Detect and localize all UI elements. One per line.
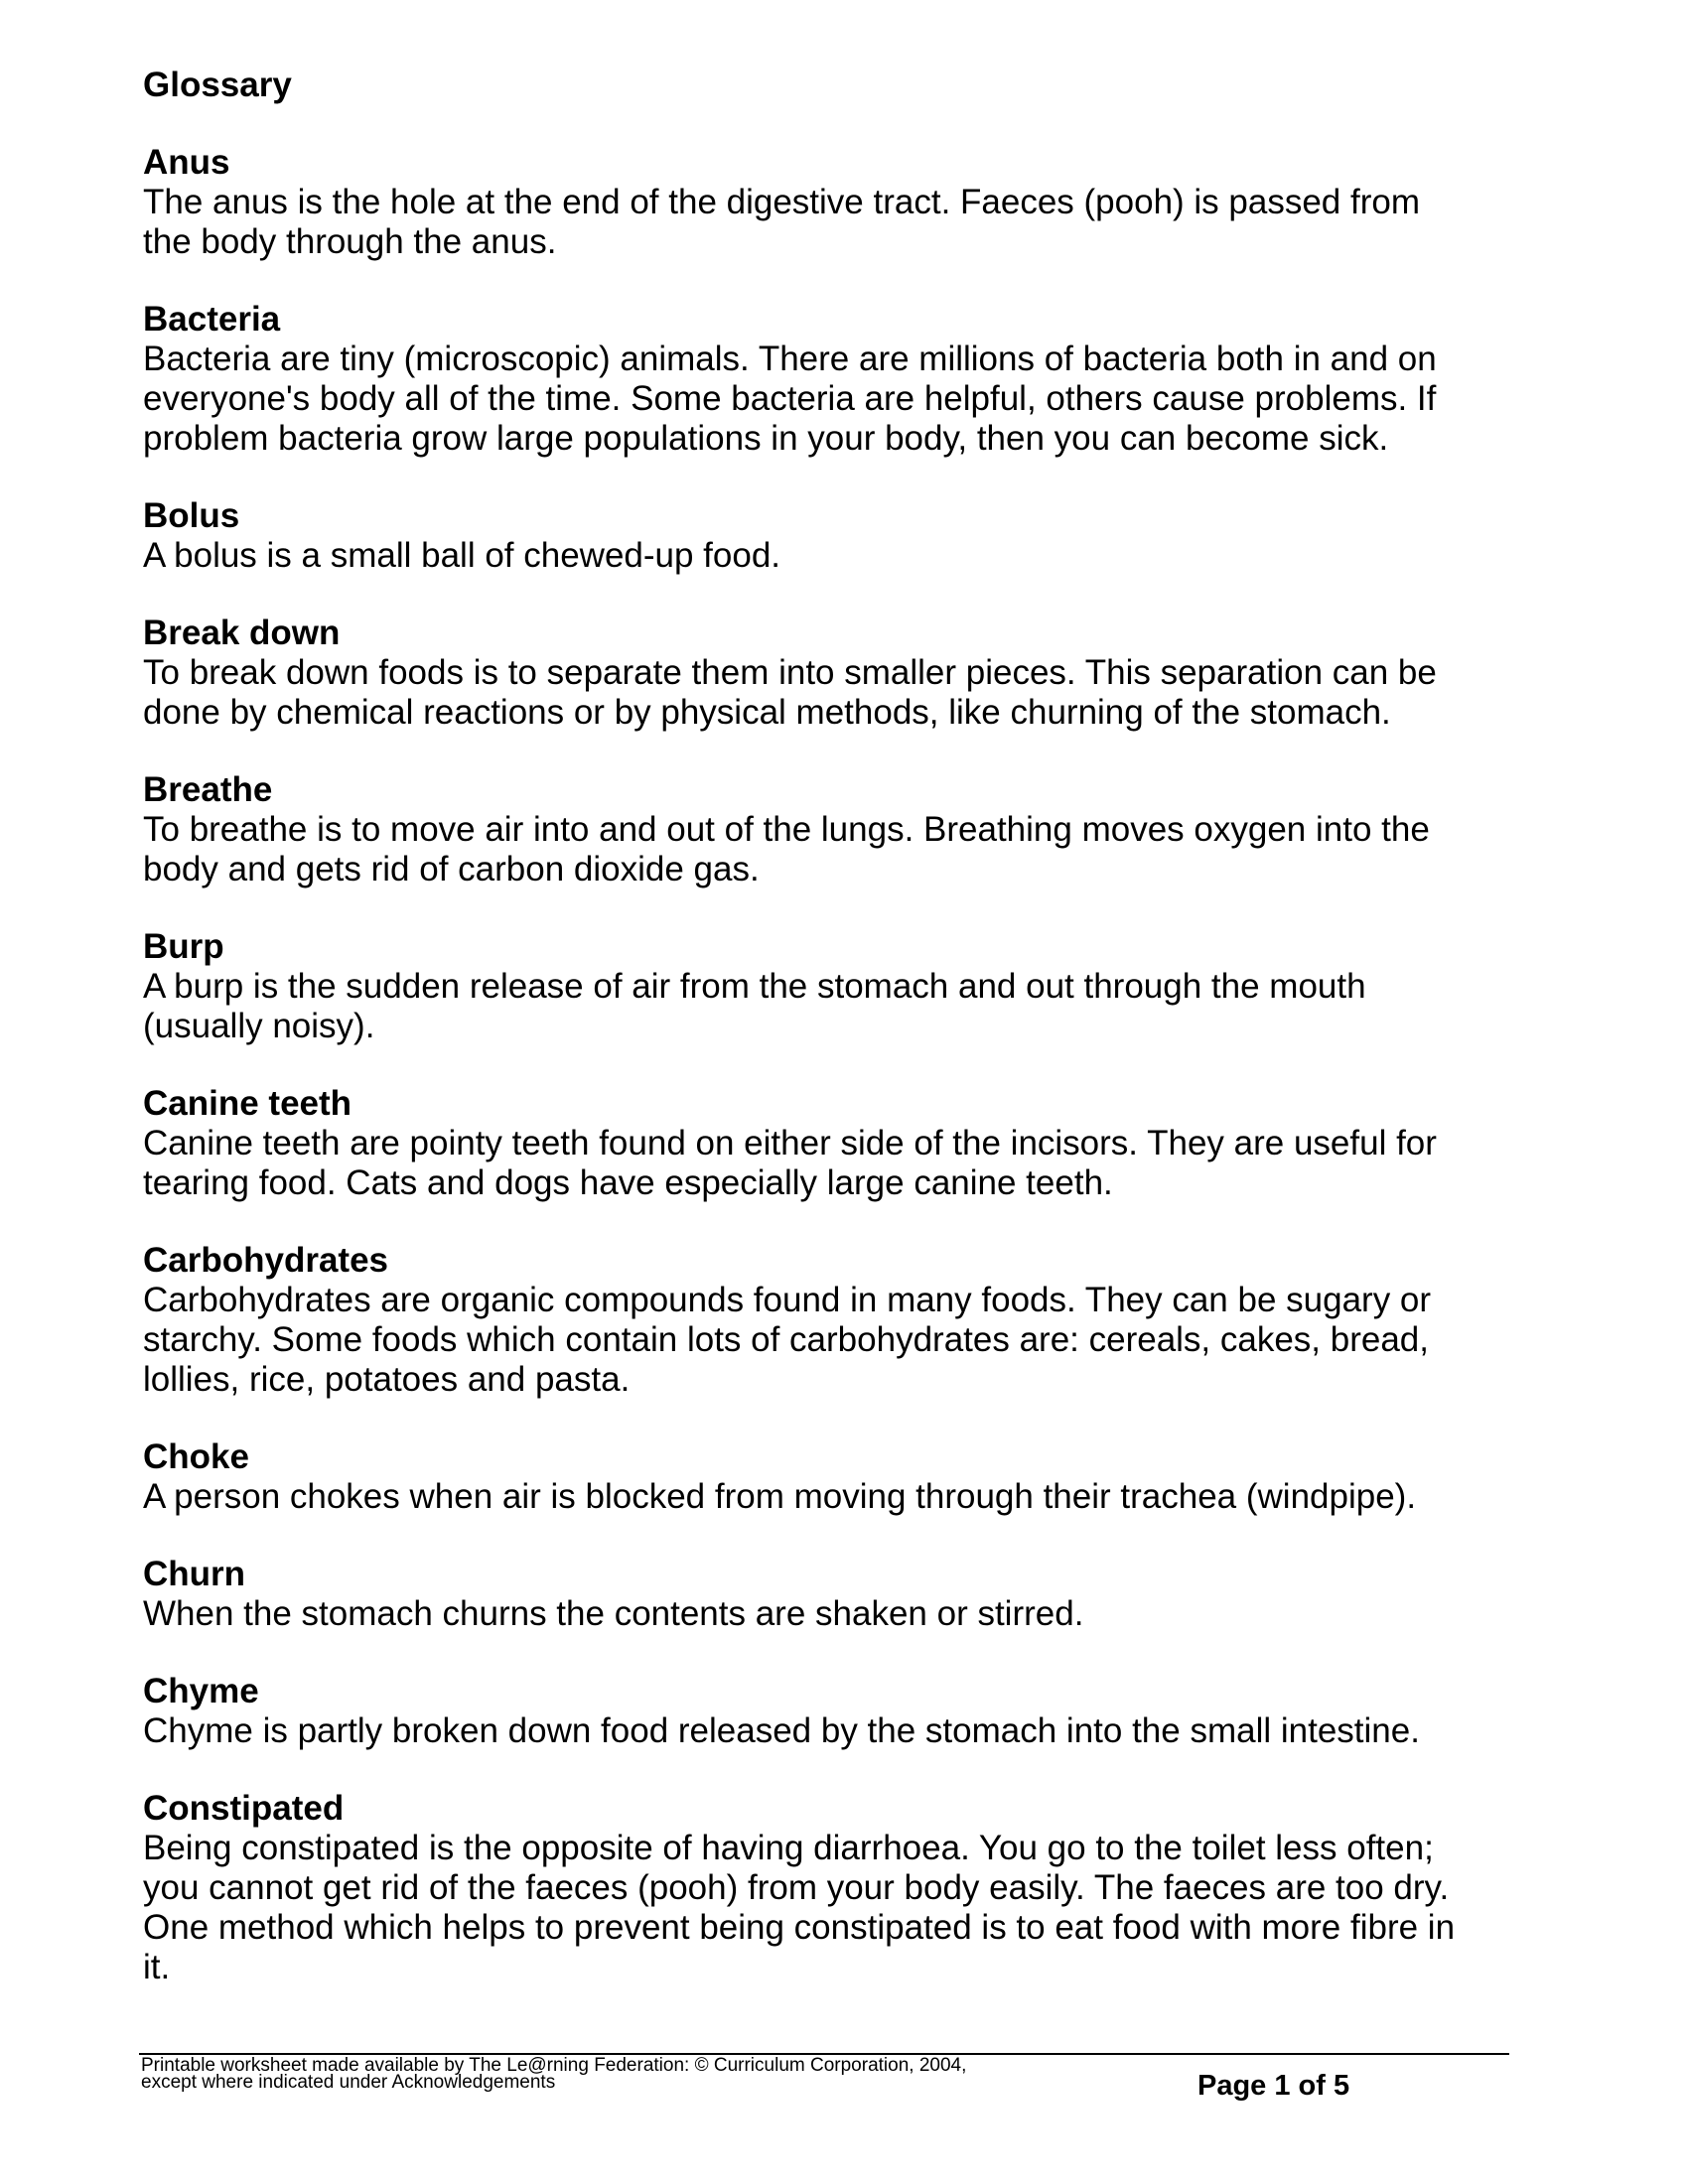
footer-credit: Printable worksheet made available by The Le@rning Federation: © Curriculum Corporation, 2004, except where indicated under Acknowledgements [141,2055,967,2093]
glossary-term: Bolus [143,496,240,535]
glossary-definition: The anus is the hole at the end of the digestive tract. Faeces (pooh) is passed from the body through the anus. [143,183,1420,261]
glossary-term: Break down [143,614,341,652]
glossary-definition: Bacteria are tiny (microscopic) animals. There are millions of bacteria both in and on everyone's body all of the time. Some bacteria are helpful, others cause problems. If problem bacteria grow large populations in your body, then you can become sick. [143,340,1437,458]
glossary-term: Churn [143,1555,246,1593]
glossary-definition: Being constipated is the opposite of having diarrhoea. You go to the toilet less often; you cannot get rid of the faeces (pooh) from your body easily. The faeces are too dry. One method which helps to prevent being constipated is to eat food with more fibre in it. [143,1829,1456,1986]
glossary-entry-breathe [143,770,1503,889]
page-number: Page 1 of 5 [1197,2070,1350,2102]
glossary-definition: Carbohydrates are organic compounds found in many foods. They can be sugary or starchy. Some foods which contain lots of carbohydrates are: cereals, cakes, bread, lollies, rice, potatoes and pasta. [143,1281,1432,1399]
glossary-entry-churn [143,1555,1503,1634]
glossary-term: Canine teeth [143,1084,352,1123]
glossary-entry-carbohydrates [143,1241,1503,1400]
glossary-term: Carbohydrates [143,1241,389,1280]
glossary-entry-canine-teeth [143,1084,1503,1203]
glossary-entry-burp [143,927,1503,1046]
glossary-entry-break-down [143,614,1503,733]
glossary-page [143,66,1503,2025]
glossary-term: Burp [143,927,224,966]
glossary-definition: To breathe is to move air into and out of the lungs. Breathing moves oxygen into the body and gets rid of carbon dioxide gas. [143,810,1430,888]
glossary-term: Chyme [143,1672,259,1710]
glossary-term: Choke [143,1437,249,1476]
glossary-definition: To break down foods is to separate them into smaller pieces. This separation can be done by chemical reactions or by physical methods, like churning of the stomach. [143,653,1437,732]
page-title: Glossary [143,66,292,104]
glossary-entry-bacteria [143,300,1503,459]
glossary-term: Breathe [143,770,273,809]
glossary-term: Anus [143,143,230,182]
glossary-entry-anus [143,143,1503,262]
glossary-term: Bacteria [143,300,281,339]
glossary-term: Constipated [143,1789,345,1828]
glossary-entry-bolus [143,496,1503,576]
glossary-definition: Canine teeth are pointy teeth found on either side of the incisors. They are useful for tearing food. Cats and dogs have especially large canine teeth. [143,1124,1437,1202]
glossary-entry-choke [143,1437,1503,1517]
glossary-entry-constipated [143,1789,1503,1987]
glossary-definition: A person chokes when air is blocked from moving through their trachea (windpipe). [143,1477,1417,1516]
glossary-definition: A bolus is a small ball of chewed-up food. [143,536,781,575]
glossary-definition: A burp is the sudden release of air from the stomach and out through the mouth (usually noisy). [143,967,1366,1045]
glossary-entry-chyme [143,1672,1503,1751]
glossary-definition: Chyme is partly broken down food released by the stomach into the small intestine. [143,1711,1420,1750]
glossary-definition: When the stomach churns the contents are shaken or stirred. [143,1594,1084,1633]
